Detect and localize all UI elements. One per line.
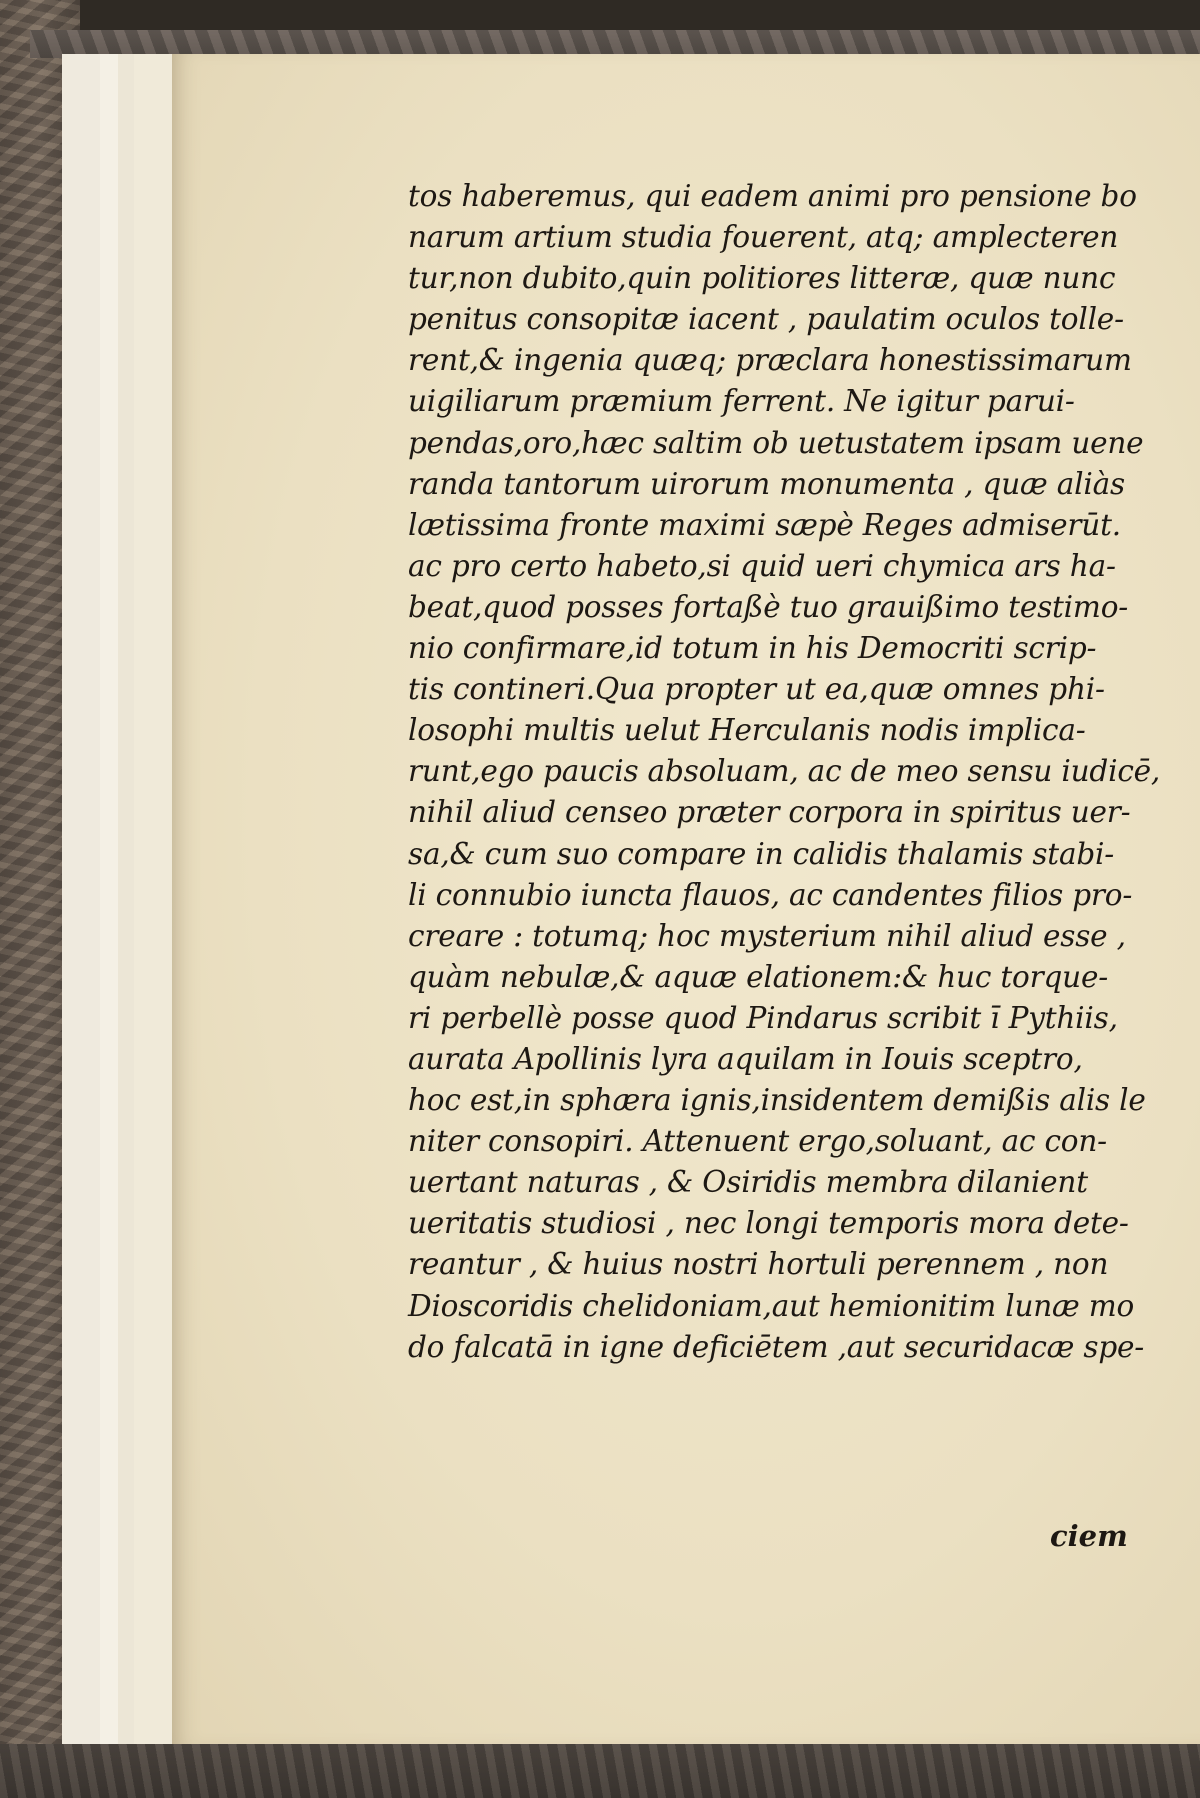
text-line: ueritatis studiosi , nec longi temporis mora dete- — [408, 1206, 1129, 1241]
text-line: runt,ego paucis absoluam, ac de meo sensu iudicē, — [408, 754, 1161, 789]
text-line: randa tantorum uirorum monumenta , quæ aliàs — [408, 466, 1125, 501]
text-line: narum artium studia fouerent, atq; amplecteren — [408, 220, 1119, 255]
text-line: nihil aliud censeo præter corpora in spiritus uer- — [408, 795, 1131, 830]
text-line: li connubio iuncta flauos, ac candentes filios pro- — [408, 877, 1133, 912]
text-line: losophi multis uelut Herculanis nodis implica- — [408, 713, 1086, 748]
text-line: penitus consopitæ iacent , paulatim oculos tolle- — [408, 302, 1124, 337]
text-line: aurata Apollinis lyra aquilam in Iouis sceptro, — [408, 1041, 1083, 1076]
text-line: tur,non dubito,quin politiores litteræ, quæ nunc — [408, 261, 1116, 296]
text-line: nio confirmare,id totum in his Democriti scrip- — [408, 631, 1097, 666]
catchword: ciem — [1050, 1519, 1128, 1553]
text-line: uertant naturas , & Osiridis membra dilanient — [408, 1165, 1088, 1200]
text-block — [408, 176, 1168, 1368]
text-line: quàm nebulæ,& aquæ elationem:& huc torque- — [408, 959, 1108, 994]
text-line: uigiliarum præmium ferrent. Ne igitur parui- — [408, 384, 1075, 419]
text-line: tis contineri.Qua propter ut ea,quæ omnes phi- — [408, 672, 1105, 707]
text-line: tos haberemus, qui eadem animi pro pensione bo — [408, 179, 1137, 213]
text-line: ri perbellè posse quod Pindarus scribit ī Pythiis, — [408, 1000, 1118, 1035]
text-line: lætissima fronte maximi sæpè Reges admiserūt. — [408, 507, 1121, 542]
text-line: creare : totumq; hoc mysterium nihil aliud esse , — [408, 918, 1126, 953]
text-line: pendas,oro,hæc saltim ob uetustatem ipsam uene — [408, 425, 1144, 460]
text-line: reantur , & huius nostri hortuli perennem , non — [408, 1247, 1109, 1282]
text-line: ac pro certo habeto,si quid ueri chymica ars ha- — [408, 548, 1116, 583]
page-edge — [134, 54, 175, 1744]
text-line: sa,& cum suo compare in calidis thalamis stabi- — [408, 836, 1115, 871]
text-line: do falcatā in igne deficiētem ,aut securidacæ spe- — [408, 1329, 1145, 1364]
text-line: hoc est,in sphæra ignis,insidentem demißis alis le — [408, 1083, 1146, 1118]
text-line: niter consopiri. Attenuent ergo,soluant, ac con- — [408, 1124, 1107, 1159]
text-line: rent,& ingenia quæq; præclara honestissimarum — [408, 343, 1132, 378]
binding-bottom-strip — [0, 1744, 1200, 1798]
text-line: beat,quod posses fortaßè tuo grauißimo testimo- — [408, 589, 1129, 624]
text-line: Dioscoridis chelidoniam,aut hemionitim lunæ mo — [408, 1288, 1135, 1323]
